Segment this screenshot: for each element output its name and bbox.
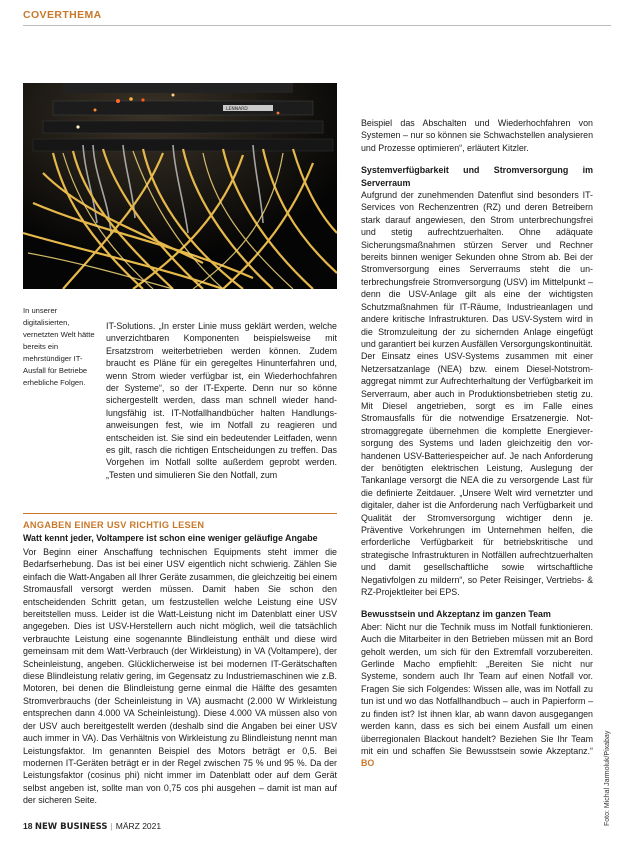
photo-credit: [604, 730, 614, 826]
body-paragraph: Aufgrund der zunehmenden Datenflut sind besonders IT-Services von Rechenzentren (RZ) und deren Betreibern stark darauf angewiesen, den Strom unterbrechungsfrei und stetig aufrechtzuerhalten. Ohne adäquate Sicherungsmaßnahmen stürzen Server und Rechner bereits binnen weniger Sekunden ohne Strom ab. Bei der Stromversorgung eines Serverraums steht die unterbrechungsfreie Stromversorgung (USV) im Mittelpunkt – denn die USV-Anlage gilt als eine der wichtigsten Schutzmaßnahmen für IT-Räume, Industrieanlagen und andere kritische Infrastrukturen. Das USV-System wird in die Stromzuleitung der zu sichernden Anlage eingefügt und garantiert bei kurzen Ausfällen Versorgungskontinuität.: [361, 190, 593, 349]
issue-date: MÄRZ 2021: [115, 821, 162, 831]
photo-caption: In unserer digitalisierten, vernetzten Welt hätte bereits ein mehrstündiger IT-Ausfall für Betriebe erhebliche Folgen.: [23, 306, 95, 387]
article-column-2: [361, 117, 593, 770]
article-column-1: [106, 320, 337, 481]
photo-credit-text: Foto: Michal Jarmoluk/Pixabay: [604, 730, 611, 826]
infobox-rule: [23, 513, 337, 514]
closing-paragraph-text: Aber: Nicht nur die Technik muss im Notfall funktionieren. Auch die Mitarbeiter in den Betrieben müssen mit an Bord geholt werden, um sich für den Extremfall vorzubereiten. Gerlinde Macho empfiehlt: „Bereiten Sie nicht nur Systeme, sondern auch Ihr Team auf einen Notfall vor. Fragen Sie sich Folgendes: Wissen alle, was im Notfall zu tun ist und wo das Notfallhandbuch – auch in Papierform – zu finden ist? Ist ihnen klar, ab wann davon ausgegangen werden kann, dass es sich bei einem Ausfall um einen überregionalen Blackout handelt? Beziehen Sie Ihr Team mit ein und schaffen Sie Bewusstsein sowie Akzeptanz.“: [361, 621, 593, 756]
page-footer: 18 NEW BUSINESS | MÄRZ 2021: [23, 821, 162, 832]
section-label: COVERTHEMA: [23, 9, 102, 21]
body-paragraph: IT-Solutions. „In erster Linie muss geklärt werden, welche unverzichtbaren Komponenten beispielsweise mit Ersatzstrom weiterbetrieben werden können. Zudem braucht es Pläne für ein geregeltes Hinunterfahren und, wenn Strom wieder verfügbar ist, ein Wiederhochfahren der Systeme“, so der IT-Experte. Denn nur so könne sichergestellt werden, dass man schnell wieder handlungsfähig ist. IT-Notfallhandbücher halten Handlungsanweisungen fest, wie im Notfall zu reagieren und entscheiden ist. Sie sind ein bedeutender Leitfaden, wenn es gilt, rasch die richtigen Entscheidungen zu treffen. Das Vorgehen im Notfall sollte außerdem geprobt werden. „Testen und simulieren Sie den Notfall, zum: [106, 321, 337, 480]
infobox-body: Vor Beginn einer Anschaffung technischen Equipments steht immer die Bedarfserhebung. Das ist bei einer USV eigentlich nicht schwierig. Zählen Sie einfach die Watt-Angaben all Ihrer Geräte zusammen, die gleichzeitig bei einem Stromausfall versorgt werden müssen. Damit haben Sie schon den entscheidenden Schritt getan, um festzustellen welche Leistung eine USV bereitstellen muss. Leider ist die Watt-Leistung nicht im Datenblatt einer USV angegeben. Dies ist USV-Herstellern auch nicht möglich, weil die tatsächlich verbrauchte Leistung eine sogenannte Blindleistung enthält und diese wird gemeinsam mit dem Watt-Verbrauch (der Wirkleistung) in VA (Voltampere), der Scheinleistung, angeben. Glücklicherweise ist bei modernen IT-Gerätschaften diese Blindleistung relativ gering, im Gegensatz zu Industriemaschinen wie z.B. Motoren, bei denen die Blindleistung gerne einmal die Hälfte des gesamten Stromverbrauchs (der Scheinleistung in VA) ausmacht (2.000 W Wirkleistung entsprechen dann 4.000 VA Scheinleistung). Diese 4.000 VA müssen also von der USV auch bereitgestellt werden (deshalb sind die Angaben bei einer USV auch immer in VA). Das Verhältnis von Wirkleistung zu Blindleistung nennt man Leistungsfaktor. Im genannten Beispiel des Motors beträgt er 0,5. Bei modernen IT-Geräten beträgt er in der Regel zwischen 75 % und 95 %. Da der Leistungsfaktor (cosinus phi) nicht immer im Datenblatt oder auf dem Gerät selbst angeben ist, sollte man von 0,75 cos phi ausgehen – damit ist man auf der sicheren Seite.: [23, 547, 337, 806]
article-end-mark: BO: [361, 758, 375, 769]
subheading: Bewusstsein und Akzeptanz im ganzen Team: [361, 609, 551, 620]
body-paragraph: [361, 621, 593, 770]
patch-label: LENNARD: [226, 107, 248, 112]
infobox-subheading: Watt kennt jeder, Voltampere ist schon eine weniger geläufige Angabe: [23, 533, 318, 543]
magazine-name: NEW BUSINESS: [34, 822, 108, 832]
section-divider: [23, 25, 611, 26]
infobox-heading: ANGABEN EINER USV RICHTIG LESEN: [23, 520, 205, 530]
server-cable-photo: [23, 83, 337, 289]
subheading: Systemverfügbarkeit und Stromversorgung im Serverraum: [361, 165, 593, 188]
page-number: 18: [23, 821, 33, 831]
body-paragraph: Beispiel das Abschalten und Wiederhochfahren von Systemen – nur so können sie Schwachstellen analysieren und Prozesse optimieren“, erläutert Kitzler.: [361, 118, 593, 153]
body-paragraph: Der Einsatz eines USV-Systems zusammen mit einer Netzersatzanlage (NEA) bzw. einem Diesel-Notstromaggregat nimmt zur Aufrechterhaltung der Verfügbarkeit im Serverraum, aber auch in Produktionsbetrieben stetig zu. Mit Diesel angetrieben, sorgt es im Falle eines Stromausfalls für die notwendige Ersatzenergie. Notstromaggregate übernehmen die komplette Energieversorgung des Systems und laden gleichzeitig den vorhandenen USV-Batteriespeicher auf. Je nach Anforderung der benötigten elektrischen Leistung, Auslegung der Tankanlage versorgt die NEA die zu versorgende Last für die definierte Zeitdauer. „Unsere Welt wird vernetzter und digitaler, daher ist die Anforderung nach Verfügbarkeit und Qualität der Stromversorgung wichtiger denn je. Präventive Vorkehrungen im Unternehmen helfen, die erforderliche Verfügbarkeit für betriebskritische und strategische Infrastrukturen in Notfällen aufrechtzuerhalten und damit gesellschaftliche sowie wirtschaftliche Negativfolgen zu mildern“, so Peter Reisinger, Vertriebs- & RZ-Projektleiter bei EPS.: [361, 351, 593, 598]
